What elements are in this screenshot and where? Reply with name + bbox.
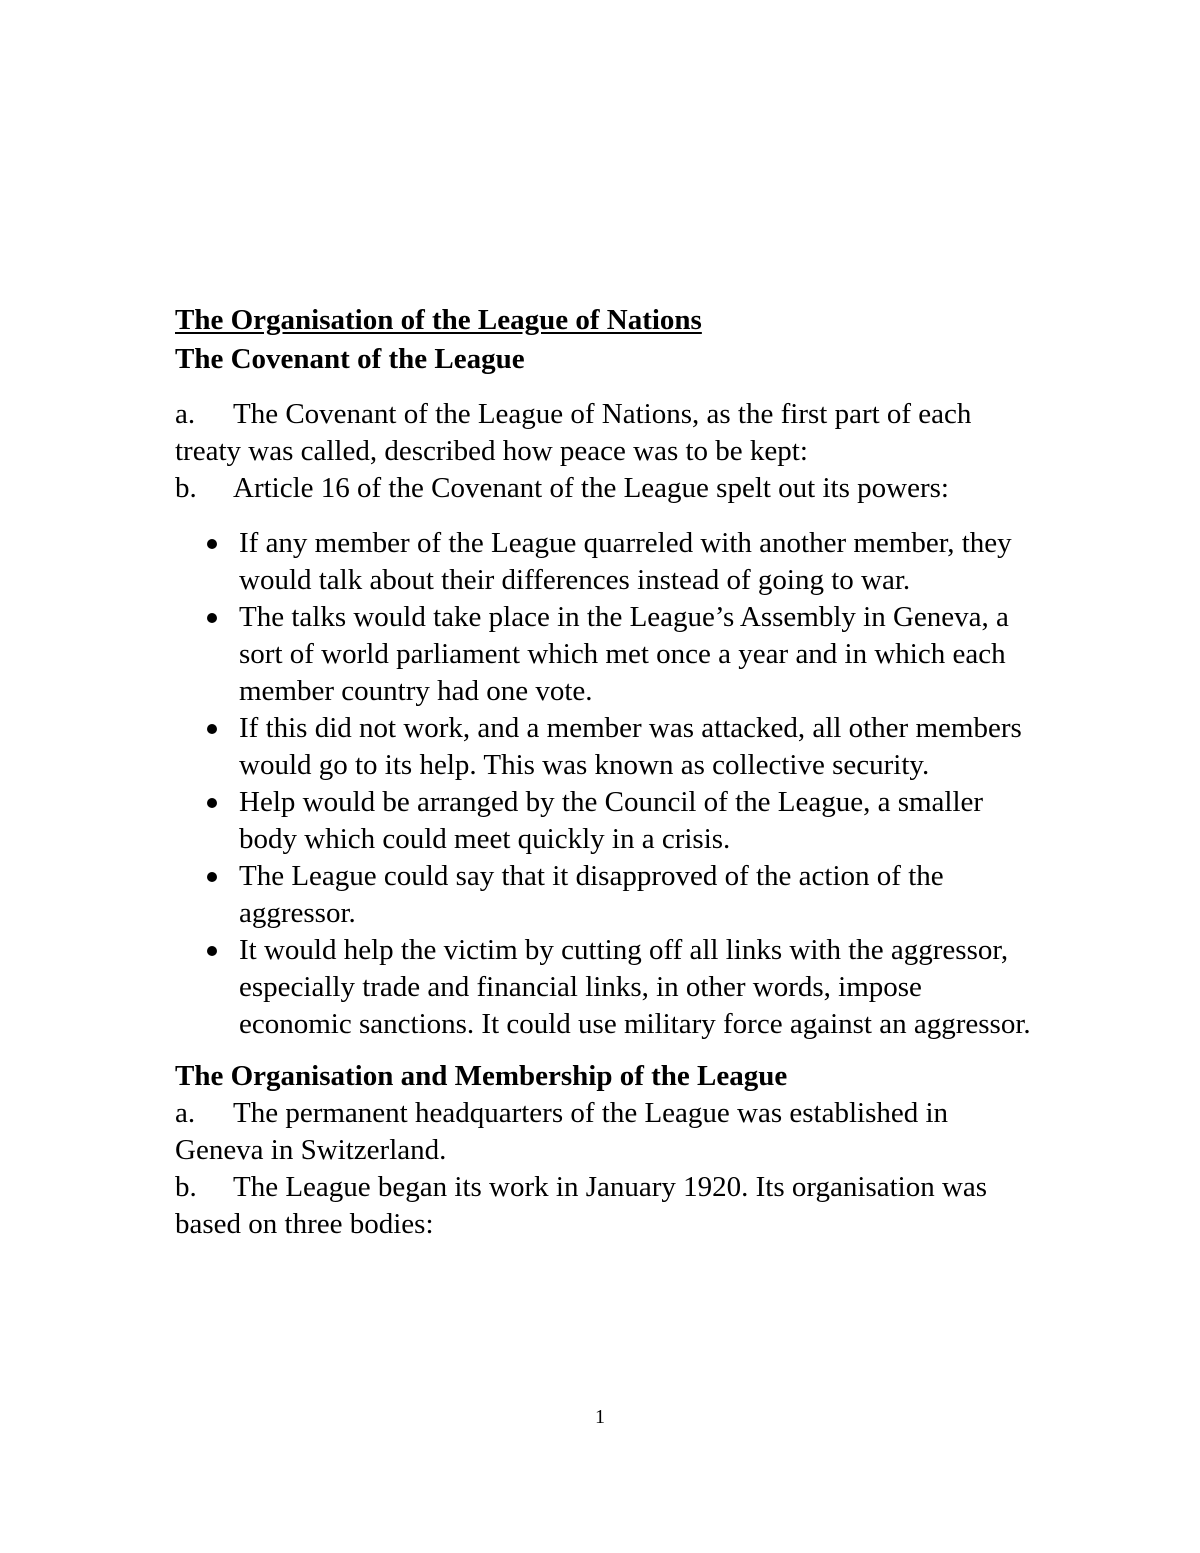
bullet-text: The talks would take place in the League’s Assembly in Geneva, a sort of world parliament which met once a year and in which each member country had one vote.	[239, 601, 1009, 707]
bullet-icon	[207, 539, 217, 549]
document-title: The Organisation of the League of Nations	[175, 304, 702, 336]
list-item	[175, 396, 1035, 470]
bullet-item	[239, 932, 1035, 1043]
list-item	[175, 1095, 1035, 1169]
section-heading-covenant: The Covenant of the League	[175, 343, 525, 375]
bullet-text: It would help the victim by cutting off all links with the aggressor, especially trade and financial links, in other words, impose economic sanctions. It could use military force against an aggressor.	[239, 934, 1031, 1040]
bullet-icon	[207, 724, 217, 734]
item-marker: a.	[175, 398, 196, 430]
document-body	[175, 300, 1035, 1243]
item-marker: b.	[175, 1171, 197, 1203]
item-text: The Covenant of the League of Nations, as the first part of each treaty was called, described how peace was to be kept:	[175, 398, 972, 467]
item-text: The League began its work in January 1920. Its organisation was based on three bodies:	[175, 1171, 988, 1240]
item-text: Article 16 of the Covenant of the League spelt out its powers:	[233, 472, 949, 504]
bullet-icon	[207, 872, 217, 882]
item-text: The permanent headquarters of the League was established in Geneva in Switzerland.	[175, 1097, 949, 1166]
covenant-items	[175, 396, 1035, 507]
bullet-text: If any member of the League quarreled with another member, they would talk about their differences instead of going to war.	[239, 527, 1012, 596]
bullet-item	[239, 858, 1035, 932]
organisation-section	[175, 1057, 1035, 1243]
bullet-item	[239, 525, 1035, 599]
bullet-icon	[207, 946, 217, 956]
bullet-item	[239, 599, 1035, 710]
page-number: 1	[595, 1406, 605, 1428]
section-heading-organisation: The Organisation and Membership of the League	[175, 1060, 788, 1092]
item-marker: a.	[175, 1097, 196, 1129]
bullet-icon	[207, 798, 217, 808]
bullet-item	[239, 710, 1035, 784]
bullet-icon	[207, 613, 217, 623]
bullet-text: If this did not work, and a member was attacked, all other members would go to its help. This was known as collective security.	[239, 712, 1022, 781]
powers-bullet-list	[175, 525, 1035, 1043]
bullet-item	[239, 784, 1035, 858]
list-item	[175, 470, 1035, 507]
list-item	[175, 1169, 1035, 1243]
item-marker: b.	[175, 472, 197, 504]
bullet-text: Help would be arranged by the Council of the League, a smaller body which could meet quickly in a crisis.	[239, 786, 984, 855]
bullet-text: The League could say that it disapproved of the action of the aggressor.	[239, 860, 944, 929]
